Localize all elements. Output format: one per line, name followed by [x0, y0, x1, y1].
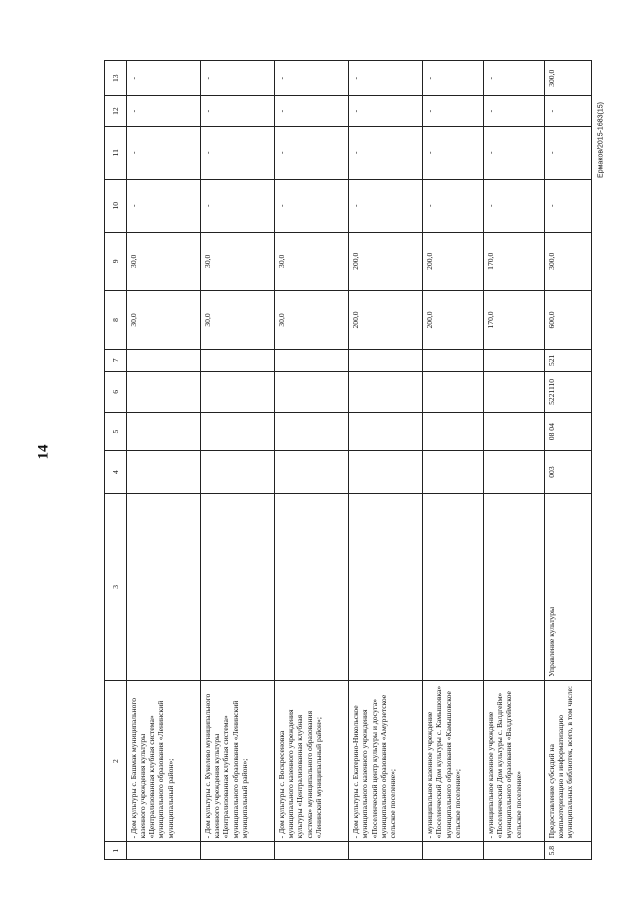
table-cell: -: [126, 126, 200, 179]
table-cell: 30,0: [274, 290, 348, 349]
table-cell: -: [274, 96, 348, 126]
table-cell: [126, 493, 200, 680]
header-cell: 10: [105, 179, 127, 232]
table-cell: 170,0: [483, 290, 544, 349]
table-cell: [200, 413, 274, 451]
header-cell: 5: [105, 413, 127, 451]
table-cell: [349, 350, 423, 371]
table-header-row: [105, 61, 127, 860]
header-cell: 9: [105, 232, 127, 290]
table-cell: [423, 451, 484, 494]
table-cell: 30,0: [200, 290, 274, 349]
table-cell: -: [126, 96, 200, 126]
table-cell: -: [423, 96, 484, 126]
table-cell: [349, 842, 423, 860]
table-cell: -: [544, 179, 591, 232]
table-cell: - Дом культуры с. Кукелево муниципального казенного учреждения культуры «Централизованная клубная система» муниципального образования «Ленинский муниципальный район»;: [200, 680, 274, 842]
rotated-table-wrapper: [104, 60, 592, 860]
header-cell: 4: [105, 451, 127, 494]
header-cell: 2: [105, 680, 127, 842]
header-cell: 7: [105, 350, 127, 371]
header-cell: 11: [105, 126, 127, 179]
table-cell: -: [274, 179, 348, 232]
table-cell: [483, 842, 544, 860]
table-cell: -: [274, 126, 348, 179]
table-cell: -: [423, 61, 484, 96]
table-cell: [200, 842, 274, 860]
table-cell: 300,0: [544, 232, 591, 290]
table-cell: 300,0: [544, 61, 591, 96]
table-cell: -: [200, 61, 274, 96]
table-cell: [423, 842, 484, 860]
table-row: [126, 61, 200, 860]
page-number: 14: [35, 444, 52, 460]
table-cell: [200, 350, 274, 371]
table-cell: 30,0: [126, 290, 200, 349]
table-cell: [423, 413, 484, 451]
table-cell: -: [349, 179, 423, 232]
table-row: [349, 61, 423, 860]
header-cell: 12: [105, 96, 127, 126]
table-cell: 200,0: [349, 232, 423, 290]
table-row: [483, 61, 544, 860]
document-code: Ермаков/2015-1683(15): [597, 102, 605, 178]
table-cell: 521: [544, 350, 591, 371]
header-cell: 3: [105, 493, 127, 680]
table-cell: -: [483, 61, 544, 96]
table-cell: 600,0: [544, 290, 591, 349]
table-cell: [126, 413, 200, 451]
table-row: [544, 61, 591, 860]
table-body: [126, 61, 591, 860]
table-cell: -: [423, 126, 484, 179]
table-cell: [200, 451, 274, 494]
table-cell: [349, 451, 423, 494]
table-cell: - Дом культуры с. Башмак муниципального казенного учреждения культуры «Централизованная клубная система» муниципального образования «Ленинский муниципальный район»;: [126, 680, 200, 842]
table-cell: [126, 371, 200, 413]
table-cell: [349, 371, 423, 413]
table-cell: -: [349, 126, 423, 179]
table-cell: Предоставление субсидий на компьютеризацию и информатизацию муниципальных библиотек, всего, в том числе:: [544, 680, 591, 842]
table-row: [274, 61, 348, 860]
table-row: [200, 61, 274, 860]
table-cell: - Дом культуры с. Воскресеновка муниципального казенного учреждения культуры «Централизованная клубная система» муниципального образования «Ленинский муниципальный район»;: [274, 680, 348, 842]
table-row: [423, 61, 484, 860]
table-cell: [274, 413, 348, 451]
table-cell: -: [483, 179, 544, 232]
header-cell: 6: [105, 371, 127, 413]
table-cell: [483, 413, 544, 451]
table-cell: [349, 413, 423, 451]
table-cell: [423, 493, 484, 680]
table-cell: -: [349, 61, 423, 96]
table-cell: [126, 451, 200, 494]
table-cell: -: [544, 126, 591, 179]
table-cell: 200,0: [423, 290, 484, 349]
table-cell: [126, 350, 200, 371]
table-cell: -: [483, 126, 544, 179]
table-cell: [423, 350, 484, 371]
table-cell: [483, 451, 544, 494]
table-cell: -: [200, 126, 274, 179]
table-cell: -: [349, 96, 423, 126]
table-cell: [274, 842, 348, 860]
table-cell: -: [274, 61, 348, 96]
table-cell: -: [483, 96, 544, 126]
header-cell: 8: [105, 290, 127, 349]
table-cell: [423, 371, 484, 413]
table-cell: 08 04: [544, 413, 591, 451]
table-cell: 30,0: [200, 232, 274, 290]
table-cell: [274, 451, 348, 494]
table-cell: - муниципальное казенное учреждение «Поселенческий Дом культуры с. Валдгейм» муниципального образования «Валдгеймское сельское поселение»: [483, 680, 544, 842]
table-cell: -: [126, 61, 200, 96]
table-cell: -: [544, 96, 591, 126]
table-cell: [483, 493, 544, 680]
table-cell: [483, 350, 544, 371]
table-cell: [274, 350, 348, 371]
header-cell: 1: [105, 842, 127, 860]
budget-table: [104, 60, 592, 860]
table-cell: [274, 371, 348, 413]
table-cell: 170,0: [483, 232, 544, 290]
table-cell: [274, 493, 348, 680]
table-cell: Управление культуры: [544, 493, 591, 680]
table-cell: [349, 493, 423, 680]
table-cell: 30,0: [126, 232, 200, 290]
table-cell: [483, 371, 544, 413]
table-cell: [126, 842, 200, 860]
header-cell: 13: [105, 61, 127, 96]
table-cell: 5221110: [544, 371, 591, 413]
table-cell: -: [423, 179, 484, 232]
table-cell: 200,0: [349, 290, 423, 349]
table-cell: -: [126, 179, 200, 232]
table-cell: -: [200, 96, 274, 126]
table-cell: 200,0: [423, 232, 484, 290]
table-cell: - муниципальное казенное учреждение «Поселенческий Дом культуры с. Камышовка» муниципального образования «Камышовское сельское поселение»;: [423, 680, 484, 842]
table-cell: [200, 371, 274, 413]
table-cell: [200, 493, 274, 680]
table-cell: 30,0: [274, 232, 348, 290]
table-cell: 5.8: [544, 842, 591, 860]
table-cell: - Дом культуры с. Екатерино-Никольское муниципального казенного учреждения «Поселенческий центр культуры и досуга» муниципального образования «Амурзетское сельское поселение»;: [349, 680, 423, 842]
table-cell: -: [200, 179, 274, 232]
table-cell: 003: [544, 451, 591, 494]
